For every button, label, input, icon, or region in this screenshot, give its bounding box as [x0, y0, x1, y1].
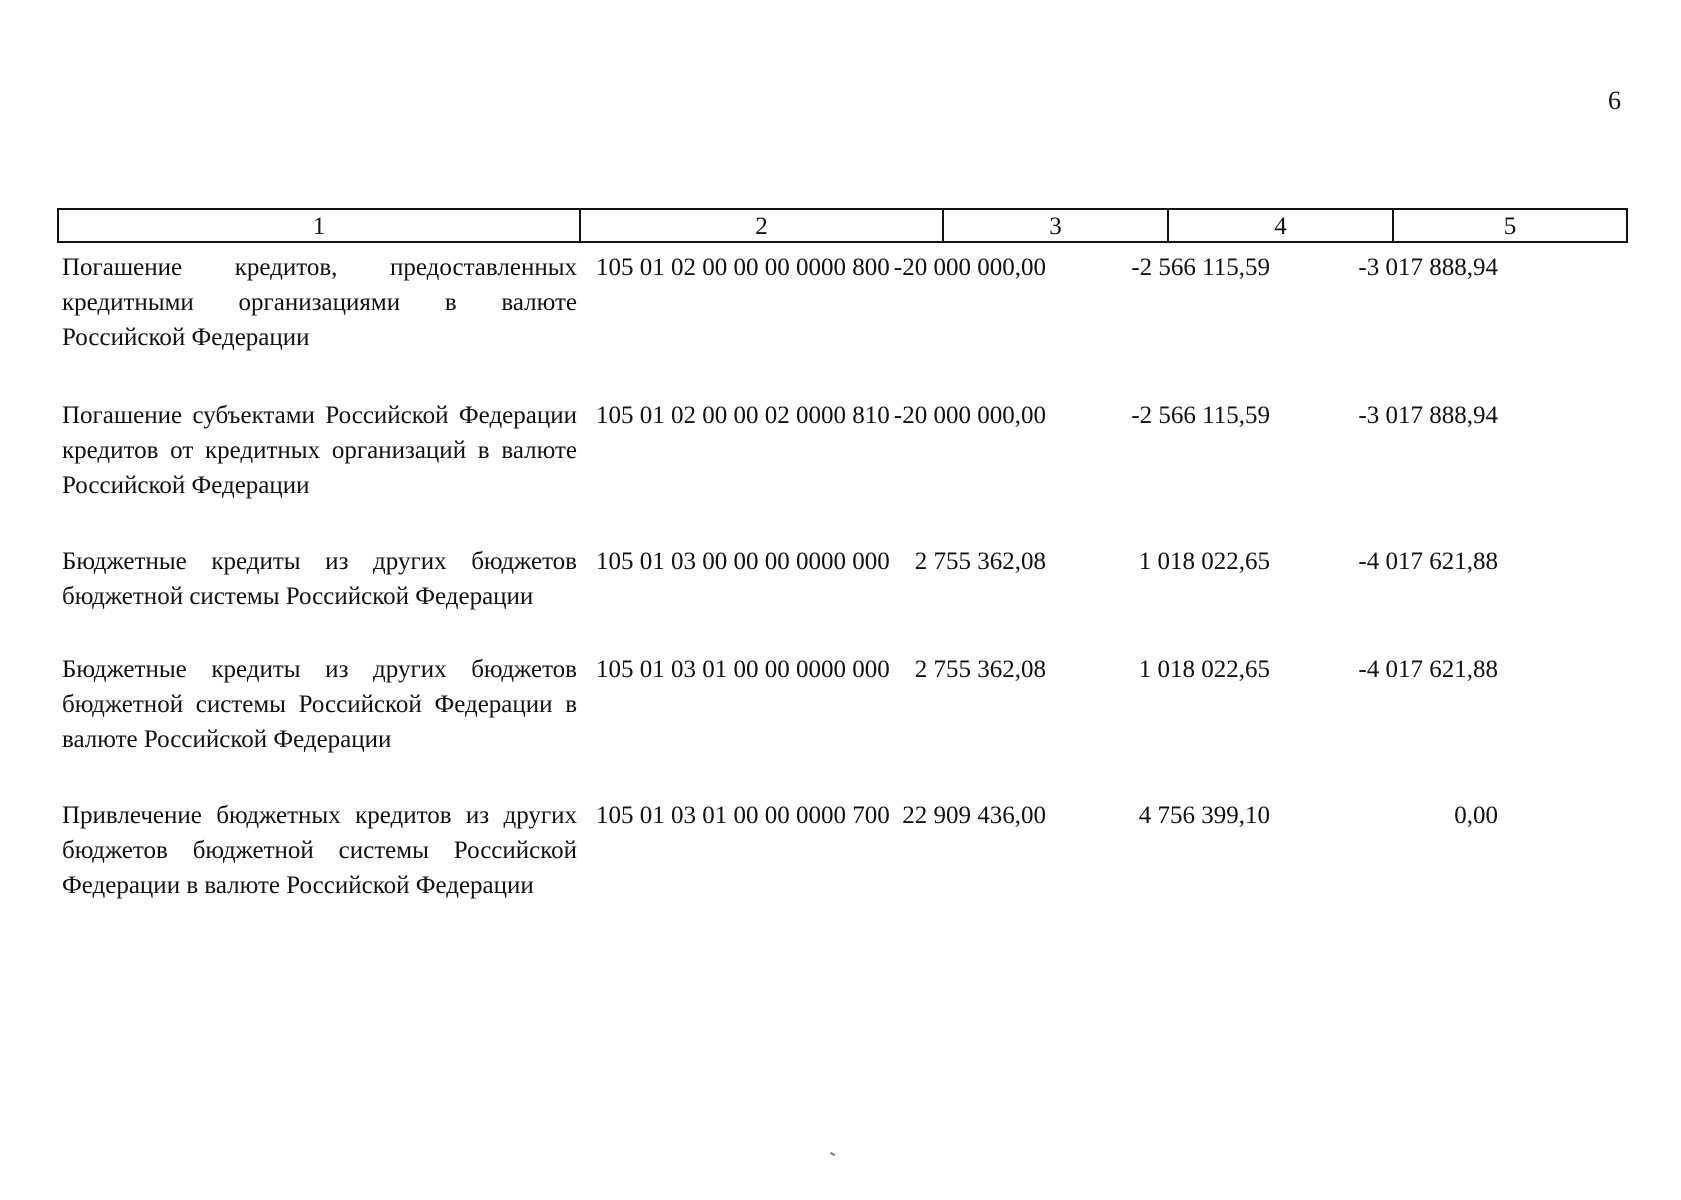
row-value-col3: 2 755 362,08 [914, 656, 1046, 683]
header-col-4: 4 [1169, 210, 1394, 241]
header-col-5: 5 [1503, 213, 1517, 240]
row-value-col5: -4 017 621,88 [1358, 656, 1498, 683]
row-value-col4: 1 018 022,65 [1138, 548, 1270, 575]
row-name: Погашение субъектами Российской Федерации кредитов от кредитных организаций в валюте Российской Федерации [62, 402, 577, 499]
header-col-3: 3 [944, 210, 1169, 241]
table-header [57, 208, 1628, 243]
row-value-col4: -2 566 115,59 [1131, 254, 1270, 281]
row-value-col3: -20 000 000,00 [893, 254, 1046, 281]
scan-mark [830, 1152, 835, 1156]
row-code: 105 01 03 01 00 00 0000 700 [596, 802, 890, 829]
row-value-col5: 0,00 [1454, 802, 1498, 829]
row-value-col3: -20 000 000,00 [893, 402, 1046, 429]
page-number: 6 [1608, 86, 1621, 115]
row-code: 105 01 03 01 00 00 0000 000 [596, 656, 890, 683]
row-name: Погашение кредитов, предоставленных кредитными организациями в валюте Российской Федерации [62, 254, 577, 351]
header-col-2: 2 [581, 210, 944, 241]
row-code: 105 01 02 00 00 00 0000 800 [596, 254, 890, 281]
header-col-1: 1 [59, 210, 581, 241]
row-value-col4: 1 018 022,65 [1138, 656, 1270, 683]
row-value-col3: 22 909 436,00 [902, 802, 1046, 829]
row-value-col4: -2 566 115,59 [1131, 402, 1270, 429]
row-code: 105 01 02 00 00 02 0000 810 [596, 402, 890, 429]
row-name: Бюджетные кредиты из других бюджетов бюджетной системы Российской Федерации [62, 548, 577, 610]
row-code: 105 01 03 00 00 00 0000 000 [596, 548, 890, 575]
row-value-col4: 4 756 399,10 [1138, 802, 1270, 829]
row-value-col3: 2 755 362,08 [914, 548, 1046, 575]
row-name: Бюджетные кредиты из других бюджетов бюджетной системы Российской Федерации в валюте Российской Федерации [62, 656, 577, 753]
row-name: Привлечение бюджетных кредитов из других бюджетов бюджетной системы Российской Федерации в валюте Российской Федерации [62, 802, 577, 899]
row-value-col5: -3 017 888,94 [1358, 402, 1498, 429]
row-value-col5: -4 017 621,88 [1358, 548, 1498, 575]
row-value-col5: -3 017 888,94 [1358, 254, 1498, 281]
